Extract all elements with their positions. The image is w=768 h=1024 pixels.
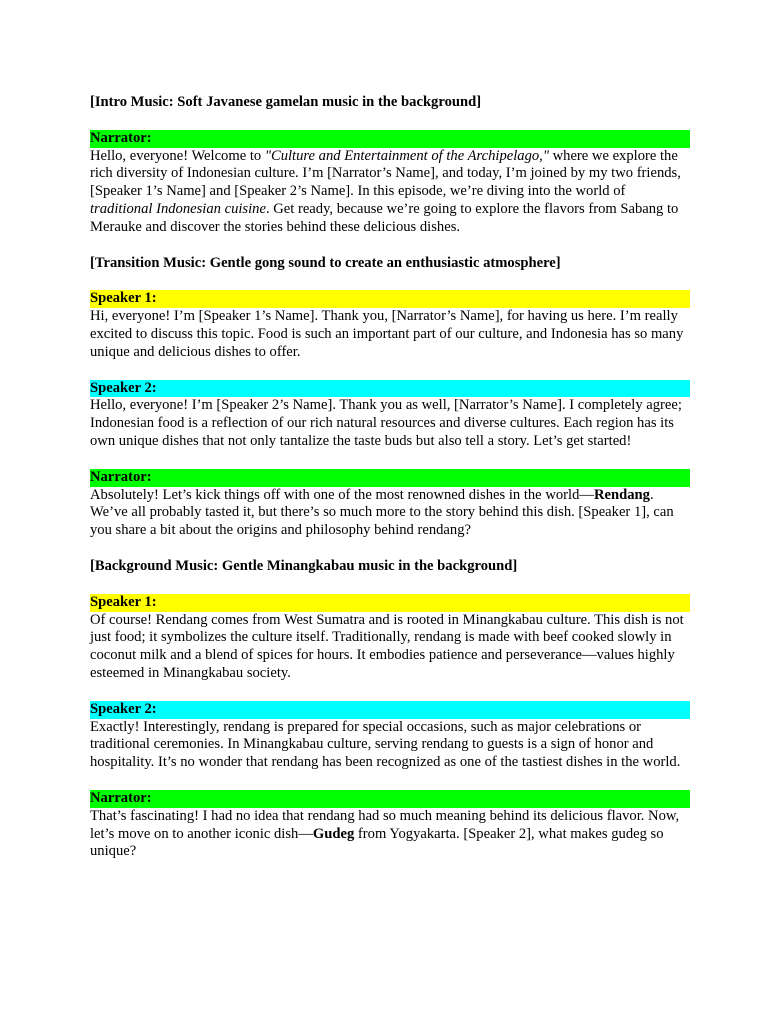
dialogue-block-narrator-2 <box>90 469 690 540</box>
show-title: "Culture and Entertainment of the Archipelago," <box>264 147 549 164</box>
dialogue-block-speaker2-2 <box>90 701 690 772</box>
speaker-label-text: Narrator: <box>90 789 152 806</box>
music-cue-transition: [Transition Music: Gentle gong sound to create an enthusiastic atmosphere] <box>90 254 561 271</box>
dialogue-text-part: Absolutely! Let’s kick things off with one of the most renowned dishes in the world— <box>90 486 594 503</box>
speaker-label-speaker2 <box>90 380 690 398</box>
speaker-label-text: Narrator: <box>90 129 152 146</box>
speaker-label-text: Narrator: <box>90 468 152 485</box>
speaker-label-narrator <box>90 130 690 148</box>
dialogue-text-part: . Get ready, because we’re going to explore the flavors from Sabang to Merauke and discover the stories behind these delicious dishes. <box>90 200 679 235</box>
speaker-label-text: Speaker 1: <box>90 593 157 610</box>
dialogue-text: Of course! Rendang comes from West Sumatra and is rooted in Minangkabau culture. This dish is not just food; it symbolizes the culture itself. Traditionally, rendang is made with beef cooked slowly in coconut milk and a blend of spices for hours. It embodies patience and perseverance—values highly esteemed in Minangkabau society. <box>90 611 684 681</box>
episode-topic: traditional Indonesian cuisine <box>90 200 266 217</box>
speaker-label-speaker2 <box>90 701 690 719</box>
dish-name-gudeg: Gudeg <box>312 825 355 842</box>
speaker-label-text: Speaker 2: <box>90 379 157 396</box>
dialogue-block-speaker2-1 <box>90 380 690 451</box>
speaker-label-text: Speaker 1: <box>90 290 157 307</box>
dialogue-text: Exactly! Interestingly, rendang is prepared for special occasions, such as major celebrations or traditional ceremonies. In Minangkabau culture, serving rendang to guests is a sign of honor and hospitality. It’s no wonder that rendang has been recognized as one of the tastiest dishes in the world. <box>90 718 681 771</box>
dialogue-text-part: . We’ve all probably tasted it, but there’s so much more to the story behind this dish. [Speaker 1], can you share a bit about the origins and philosophy behind rendang? <box>90 486 674 539</box>
speaker-label-speaker1 <box>90 290 690 308</box>
speaker-label-speaker1 <box>90 594 690 612</box>
dish-name-rendang: Rendang <box>593 486 650 503</box>
dialogue-text-part: from Yogyakarta. [Speaker 2], what makes gudeg so unique? <box>90 825 664 860</box>
dialogue-text-part: Hello, everyone! Welcome to <box>90 147 265 164</box>
speaker-label-narrator <box>90 790 690 808</box>
dialogue-block-speaker1-2 <box>90 594 690 683</box>
dialogue-text <box>90 808 679 860</box>
dialogue-block-narrator-1 <box>90 130 690 237</box>
dialogue-text <box>90 487 674 539</box>
music-cue-background: [Background Music: Gentle Minangkabau music in the background] <box>90 557 518 574</box>
dialogue-text-part: where we explore the rich diversity of Indonesian culture. I’m [Narrator’s Name], and today, I’m joined by my two friends, [Speaker 1’s Name] and [Speaker 2’s Name]. In this episode, we’re diving into the world of <box>90 147 681 200</box>
dialogue-text <box>90 148 681 235</box>
music-cue-intro: [Intro Music: Soft Javanese gamelan music in the background] <box>90 94 482 110</box>
speaker-label-text: Speaker 2: <box>90 700 157 717</box>
speaker-label-narrator <box>90 469 690 487</box>
dialogue-block-narrator-3 <box>90 790 690 861</box>
script-body <box>90 94 690 879</box>
dialogue-text: Hello, everyone! I’m [Speaker 2’s Name]. Thank you as well, [Narrator’s Name]. I completely agree; Indonesian food is a reflection of our rich natural resources and diverse cultures. Each region has its own unique dishes that not only tantalize the taste buds but also tell a story. Let’s get started! <box>90 397 682 449</box>
dialogue-text-part: That’s fascinating! I had no idea that rendang had so much meaning behind its delicious flavor. Now, let’s move on to another iconic dish— <box>90 807 680 842</box>
dialogue-text: Hi, everyone! I’m [Speaker 1’s Name]. Thank you, [Narrator’s Name], for having us here. I’m really excited to discuss this topic. Food is such an important part of our culture, and Indonesia has so many unique and delicious dishes to offer. <box>90 308 684 360</box>
dialogue-block-speaker1-1 <box>90 290 690 361</box>
